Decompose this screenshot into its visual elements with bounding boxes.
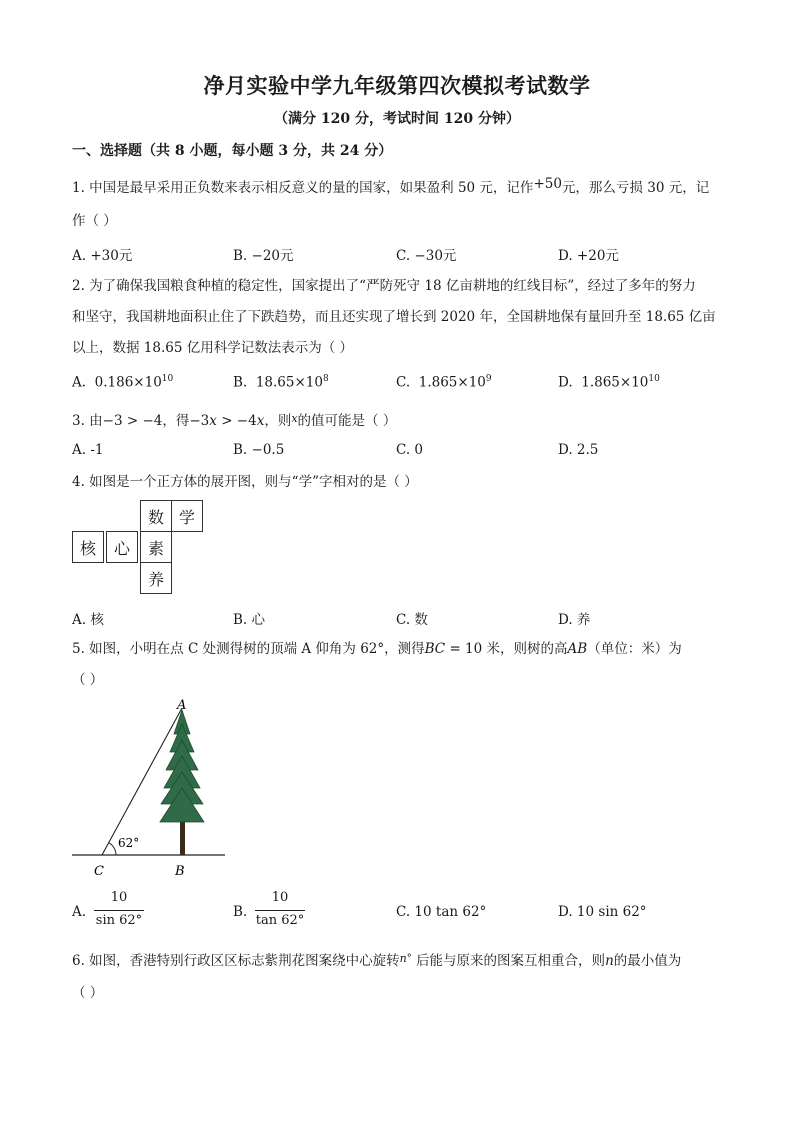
label-a: A bbox=[177, 698, 187, 713]
q5-a-num: 10 bbox=[110, 890, 128, 905]
tree-angle-figure bbox=[70, 696, 230, 880]
q5-option-d[interactable]: D. 10 sin 62° bbox=[558, 904, 647, 920]
q2-a-base: 0.186×10 bbox=[94, 374, 162, 391]
q1-option-a[interactable]: A. +30元 bbox=[72, 248, 133, 264]
q2-option-a[interactable] bbox=[72, 374, 173, 391]
net-cell-xue: 学 bbox=[171, 500, 203, 532]
q5-text-c: （单位：米）为 bbox=[587, 641, 682, 657]
q3-option-a[interactable]: A. -1 bbox=[72, 442, 104, 458]
q1-text-b: 元，那么亏损 30 元，记 bbox=[561, 180, 710, 196]
q5-ab: AB bbox=[567, 641, 588, 657]
q1-value: +50 bbox=[533, 176, 562, 192]
net-cell-yang: 养 bbox=[140, 562, 172, 594]
q2-c-base: 1.865×10 bbox=[418, 374, 486, 391]
q6-degree: ° bbox=[406, 953, 412, 964]
question-1-line-2: 作（ ） bbox=[72, 213, 117, 229]
q2-option-d[interactable] bbox=[558, 374, 660, 391]
q2-a-exp: 10 bbox=[161, 374, 174, 384]
q6-n2: n bbox=[605, 953, 614, 969]
q3-x1: x bbox=[209, 413, 217, 429]
q5-option-b[interactable] bbox=[233, 890, 383, 938]
q1-option-b[interactable]: B. −20元 bbox=[233, 248, 294, 264]
q6-text-a: 6. 如图，香港特别行政区区标志紫荆花图案绕中心旋转 bbox=[72, 953, 400, 969]
q6-n1: n bbox=[399, 952, 407, 965]
net-cell-shu: 数 bbox=[140, 500, 172, 532]
q5-a-label: A. bbox=[72, 904, 87, 920]
q3-gt: > −4 bbox=[216, 413, 257, 429]
q1-option-c[interactable]: C. −30元 bbox=[396, 248, 457, 264]
question-2-line-2: 和坚守，我国耕地面积止住了下跌趋势，而且还实现了增长到 2020 年，全国耕地保有量回升至 18.65 亿亩 bbox=[72, 309, 716, 325]
q6-text-b: 后能与原来的图案互相重合，则 bbox=[416, 953, 606, 969]
angle-arc bbox=[109, 843, 116, 855]
q5-b-den: tan 62° bbox=[255, 913, 305, 928]
q2-d-exp: 10 bbox=[648, 374, 660, 384]
q2-c-label: C. bbox=[396, 374, 411, 391]
net-cell-he: 核 bbox=[72, 531, 104, 563]
question-5-line-1 bbox=[72, 639, 682, 659]
q2-c-exp: 9 bbox=[485, 374, 492, 384]
question-6-line-1 bbox=[72, 951, 681, 973]
q2-a-label: A. bbox=[72, 374, 87, 391]
q2-d-base: 1.865×10 bbox=[581, 374, 649, 391]
exam-subtitle: （满分 120 分，考试时间 120 分钟） bbox=[274, 111, 520, 127]
q5-a-fraction bbox=[94, 890, 144, 931]
q4-option-d[interactable]: D. 养 bbox=[558, 612, 591, 628]
angle-label: 62° bbox=[118, 836, 140, 850]
q3-text-b: ，则 bbox=[264, 413, 292, 429]
q4-option-c[interactable]: C. 数 bbox=[396, 612, 428, 628]
question-3-line bbox=[72, 411, 396, 432]
q6-text-c: 的最小值为 bbox=[613, 953, 682, 969]
q1-text-a: 1. 中国是最早采用正负数来表示相反意义的量的国家，如果盈利 50 元，记作 bbox=[72, 180, 534, 196]
q5-bc: BC bbox=[424, 641, 446, 657]
q3-option-d[interactable]: D. 2.5 bbox=[558, 442, 599, 458]
q5-b-label: B. bbox=[233, 904, 248, 920]
q5-a-den: sin 62° bbox=[95, 913, 143, 928]
exam-title: 净月实验中学九年级第四次模拟考试数学 bbox=[203, 73, 591, 98]
section-heading: 一、选择题（共 8 小题，每小题 3 分，共 24 分） bbox=[72, 143, 393, 159]
q3-option-b[interactable]: B. −0.5 bbox=[233, 442, 285, 458]
q5-option-a[interactable] bbox=[72, 890, 222, 938]
net-cell-su: 素 bbox=[140, 531, 172, 563]
q1-option-d[interactable]: D. +20元 bbox=[558, 248, 619, 264]
q3-x3: x bbox=[291, 412, 298, 425]
q3-text-c: 的值可能是（ ） bbox=[297, 413, 397, 429]
q2-b-exp: 8 bbox=[322, 374, 329, 384]
q2-b-base: 18.65×10 bbox=[255, 374, 323, 391]
q5-b-fraction bbox=[255, 890, 305, 931]
question-6-line-2: （ ） bbox=[72, 985, 104, 1001]
q3-x2: x bbox=[256, 413, 265, 429]
label-c: C bbox=[94, 864, 104, 879]
q2-option-b[interactable] bbox=[233, 374, 329, 391]
question-1-line-1 bbox=[72, 178, 709, 198]
cube-net-figure bbox=[72, 500, 212, 600]
q4-option-a[interactable]: A. 核 bbox=[72, 612, 104, 628]
q3-text-a: 3. 由−3 > −4，得−3 bbox=[72, 413, 210, 429]
q3-option-c[interactable]: C. 0 bbox=[396, 442, 424, 458]
q2-b-label: B. bbox=[233, 374, 248, 391]
tree-foliage bbox=[160, 710, 204, 822]
question-5-line-2: （ ） bbox=[72, 672, 104, 688]
q5-b-num: 10 bbox=[271, 890, 289, 905]
label-b: B bbox=[175, 864, 185, 879]
q2-option-c[interactable] bbox=[396, 374, 492, 391]
q2-d-label: D. bbox=[558, 374, 573, 391]
q5-option-c[interactable]: C. 10 tan 62° bbox=[396, 904, 487, 920]
question-2-line-3: 以上，数据 18.65 亿用科学记数法表示为（ ） bbox=[72, 340, 354, 356]
q4-option-b[interactable]: B. 心 bbox=[233, 612, 266, 628]
q5-text-a: 5. 如图，小明在点 C 处测得树的顶端 A 仰角为 62°，测得 bbox=[72, 641, 425, 657]
net-cell-xin: 心 bbox=[106, 531, 138, 563]
question-4-line: 4. 如图是一个正方体的展开图，则与“学”字相对的是（ ） bbox=[72, 474, 418, 490]
question-2-line-1: 2. 为了确保我国粮食种植的稳定性，国家提出了“严防死守 18 亿亩耕地的红线目标”，经过了多年的努力 bbox=[72, 278, 696, 294]
q5-text-b: = 10 米，则树的高 bbox=[445, 641, 568, 657]
